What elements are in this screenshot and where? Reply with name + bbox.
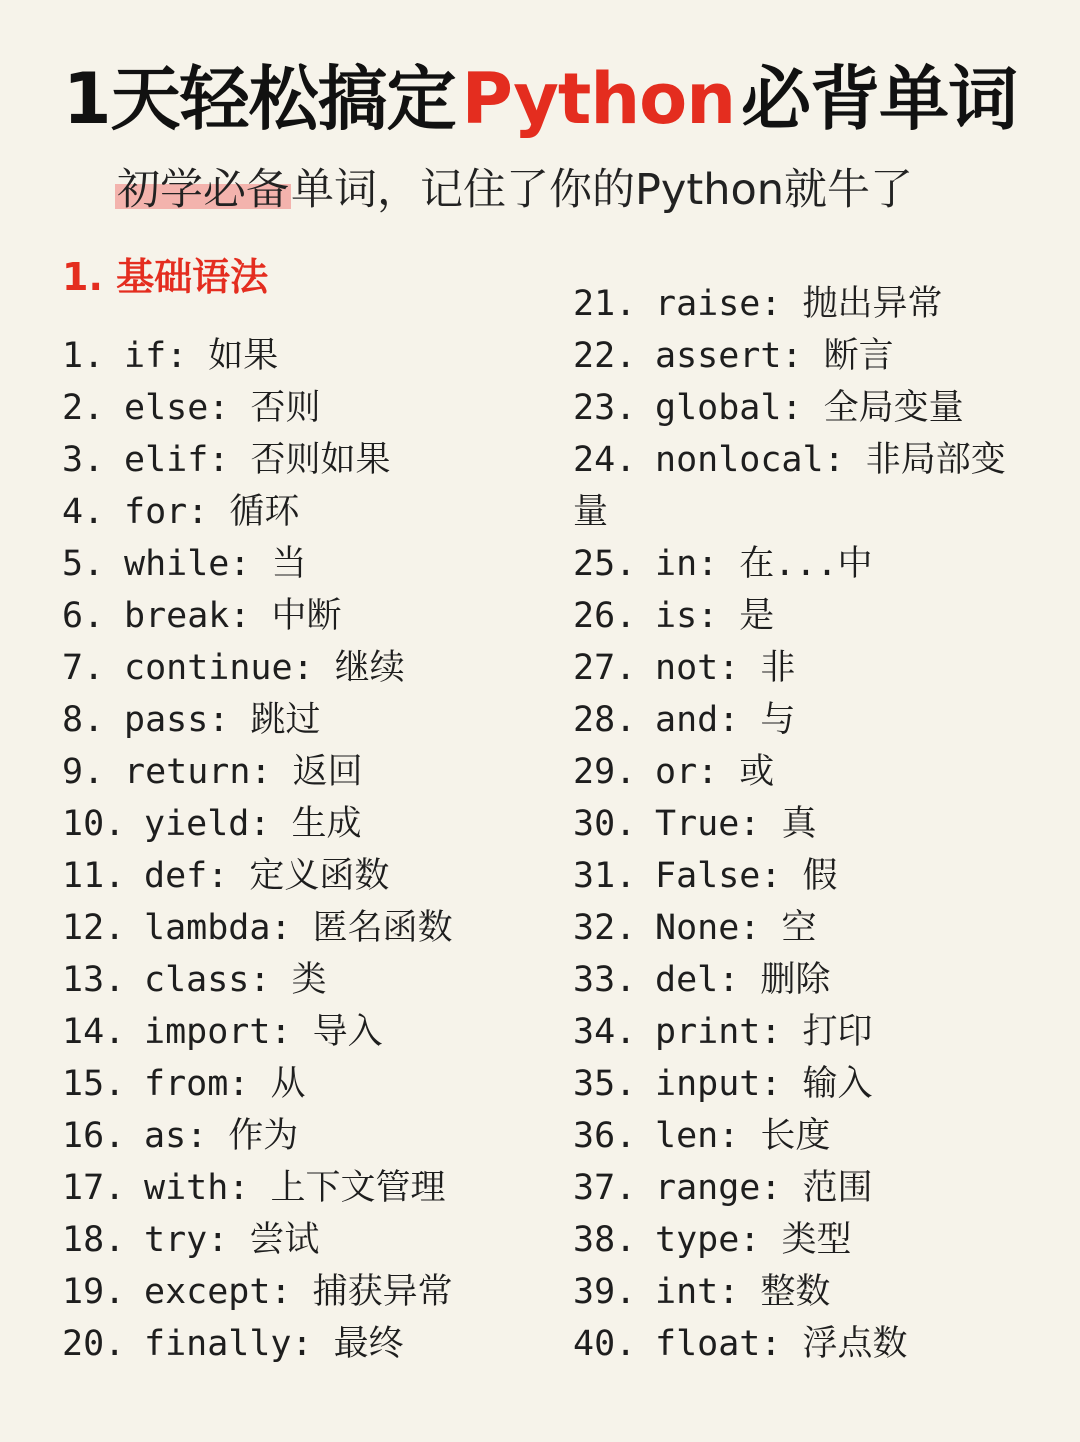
vocabulary-item	[62, 850, 502, 902]
section-title: 1. 基础语法	[62, 255, 269, 299]
item-content	[144, 1162, 502, 1214]
python-keyword: for:	[124, 492, 209, 532]
chinese-meaning: 是	[739, 596, 775, 636]
item-content	[655, 954, 1043, 1006]
item-number: 11.	[62, 856, 126, 896]
vocabulary-item	[573, 746, 1043, 798]
python-keyword: break:	[124, 596, 251, 636]
item-number: 2.	[62, 388, 105, 428]
item-content	[124, 746, 502, 798]
chinese-meaning: 真	[781, 804, 817, 844]
item-content	[655, 1110, 1043, 1162]
python-keyword: import:	[144, 1012, 292, 1052]
chinese-meaning: 抛出异常	[802, 284, 943, 324]
item-number: 25.	[573, 544, 637, 584]
vocabulary-item	[573, 642, 1043, 694]
item-content	[144, 1110, 502, 1162]
python-keyword: from:	[144, 1064, 250, 1104]
python-keyword: and:	[655, 700, 740, 740]
item-number: 5.	[62, 544, 105, 584]
vocabulary-item	[62, 902, 502, 954]
chinese-meaning: 在...中	[739, 544, 873, 584]
vocabulary-item	[62, 798, 502, 850]
item-number: 20.	[62, 1324, 126, 1364]
item-content	[655, 278, 1043, 330]
item-content	[655, 1162, 1043, 1214]
python-keyword: with:	[144, 1168, 250, 1208]
chinese-meaning: 捕获异常	[312, 1272, 453, 1312]
python-keyword: False:	[655, 856, 782, 896]
item-content	[124, 694, 502, 746]
vocabulary-item	[62, 1058, 502, 1110]
python-keyword: else:	[124, 388, 230, 428]
item-number: 36.	[573, 1116, 637, 1156]
item-number: 16.	[62, 1116, 126, 1156]
python-keyword: yield:	[144, 804, 271, 844]
chinese-meaning: 当	[271, 544, 307, 584]
chinese-meaning: 返回	[292, 752, 363, 792]
python-keyword: finally:	[144, 1324, 313, 1364]
python-keyword: try:	[144, 1220, 229, 1260]
vocabulary-item	[573, 278, 1043, 330]
item-number: 32.	[573, 908, 637, 948]
item-content	[144, 954, 502, 1006]
vocabulary-item	[62, 1162, 502, 1214]
item-content	[655, 382, 1043, 434]
item-content	[144, 798, 502, 850]
vocabulary-item	[62, 590, 502, 642]
item-content	[655, 330, 1043, 382]
vocabulary-item	[62, 330, 502, 382]
vocabulary-item	[62, 538, 502, 590]
item-number: 30.	[573, 804, 637, 844]
item-content	[655, 798, 1043, 850]
item-number: 29.	[573, 752, 637, 792]
python-keyword: or:	[655, 752, 719, 792]
item-content	[124, 434, 502, 486]
vocabulary-item	[573, 1006, 1043, 1058]
chinese-meaning: 作为	[228, 1116, 299, 1156]
chinese-meaning: 类	[291, 960, 327, 1000]
right-vocabulary-list	[573, 278, 1043, 1364]
chinese-meaning: 如果	[208, 336, 279, 376]
item-content	[144, 1006, 502, 1058]
vocabulary-item	[62, 1006, 502, 1058]
chinese-meaning: 非局部变	[865, 440, 1006, 480]
python-keyword: is:	[655, 596, 719, 636]
item-content	[144, 1266, 502, 1318]
chinese-meaning: 假	[802, 856, 838, 896]
vocabulary-item	[62, 1318, 502, 1370]
python-keyword: def:	[144, 856, 229, 896]
vocabulary-item	[573, 954, 1043, 1006]
chinese-meaning: 跳过	[250, 700, 321, 740]
vocabulary-item	[62, 382, 502, 434]
python-keyword: global:	[655, 388, 803, 428]
chinese-meaning: 生成	[291, 804, 362, 844]
item-content	[655, 590, 1043, 642]
python-keyword: as:	[144, 1116, 208, 1156]
item-content	[655, 434, 1043, 486]
item-content	[655, 694, 1043, 746]
vocabulary-item	[573, 694, 1043, 746]
chinese-meaning: 非	[760, 648, 796, 688]
vocabulary-item	[573, 798, 1043, 850]
vocabulary-item	[62, 1110, 502, 1162]
item-number: 21.	[573, 284, 637, 324]
vocabulary-item	[573, 1318, 1043, 1370]
item-number: 19.	[62, 1272, 126, 1312]
python-keyword: print:	[655, 1012, 782, 1052]
python-keyword: int:	[655, 1272, 740, 1312]
item-number: 7.	[62, 648, 105, 688]
item-number: 8.	[62, 700, 105, 740]
python-keyword: while:	[124, 544, 251, 584]
title-part-2: 必背单词	[741, 58, 1018, 140]
vocabulary-item	[62, 434, 502, 486]
item-content	[655, 746, 1043, 798]
title-accent: Python	[461, 58, 736, 140]
vocabulary-item	[573, 1162, 1043, 1214]
item-number: 37.	[573, 1168, 637, 1208]
item-number: 13.	[62, 960, 126, 1000]
vocabulary-item	[62, 486, 502, 538]
item-number: 24.	[573, 440, 637, 480]
item-content	[144, 850, 502, 902]
item-24-overflow: 量	[573, 492, 609, 532]
vocabulary-item	[573, 1058, 1043, 1110]
python-keyword: in:	[655, 544, 719, 584]
python-keyword: nonlocal:	[655, 440, 845, 480]
chinese-meaning: 继续	[334, 648, 405, 688]
item-number: 27.	[573, 648, 637, 688]
vocabulary-item	[573, 590, 1043, 642]
python-keyword: class:	[144, 960, 271, 1000]
item-content	[655, 850, 1043, 902]
item-content	[655, 642, 1043, 694]
chinese-meaning: 或	[739, 752, 775, 792]
item-content	[655, 1214, 1043, 1266]
python-keyword: if:	[124, 336, 188, 376]
chinese-meaning: 断言	[823, 336, 894, 376]
chinese-meaning: 与	[760, 700, 796, 740]
item-number: 9.	[62, 752, 105, 792]
python-keyword: lambda:	[144, 908, 292, 948]
chinese-meaning: 上下文管理	[270, 1168, 446, 1208]
subtitle-highlight: 初学必备	[117, 165, 289, 215]
chinese-meaning: 最终	[333, 1324, 404, 1364]
vocabulary-item	[573, 1266, 1043, 1318]
python-keyword: return:	[124, 752, 272, 792]
python-keyword: True:	[655, 804, 761, 844]
title-part-1: 1天轻松搞定	[62, 58, 456, 140]
vocabulary-item	[573, 538, 1043, 590]
page-title	[0, 54, 1080, 144]
subtitle-rest: 单词，记住了你的Python就牛了	[291, 165, 914, 215]
subtitle	[115, 162, 913, 218]
item-content	[144, 1214, 502, 1266]
chinese-meaning: 中断	[271, 596, 342, 636]
item-number: 26.	[573, 596, 637, 636]
item-number: 28.	[573, 700, 637, 740]
python-keyword: del:	[655, 960, 740, 1000]
item-number: 33.	[573, 960, 637, 1000]
item-number: 1.	[62, 336, 105, 376]
chinese-meaning: 否则如果	[250, 440, 391, 480]
vocabulary-item	[573, 1214, 1043, 1266]
item-number: 6.	[62, 596, 105, 636]
python-keyword: float:	[655, 1324, 782, 1364]
chinese-meaning: 匿名函数	[312, 908, 453, 948]
python-keyword: raise:	[655, 284, 782, 324]
item-number: 3.	[62, 440, 105, 480]
python-keyword: len:	[655, 1116, 740, 1156]
python-keyword: pass:	[124, 700, 230, 740]
chinese-meaning: 导入	[312, 1012, 383, 1052]
item-content	[144, 902, 502, 954]
chinese-meaning: 输入	[802, 1064, 873, 1104]
chinese-meaning: 空	[781, 908, 817, 948]
vocabulary-item	[573, 1110, 1043, 1162]
item-number: 15.	[62, 1064, 126, 1104]
vocabulary-item	[62, 746, 502, 798]
python-keyword: assert:	[655, 336, 803, 376]
python-keyword: range:	[655, 1168, 782, 1208]
python-keyword: None:	[655, 908, 761, 948]
vocabulary-item	[573, 850, 1043, 902]
item-number: 31.	[573, 856, 637, 896]
item-number: 35.	[573, 1064, 637, 1104]
python-keyword: input:	[655, 1064, 782, 1104]
chinese-meaning: 打印	[802, 1012, 873, 1052]
item-content	[124, 382, 502, 434]
item-number: 34.	[573, 1012, 637, 1052]
item-content	[124, 642, 502, 694]
chinese-meaning: 全局变量	[823, 388, 964, 428]
item-content	[655, 1058, 1043, 1110]
item-content	[655, 1006, 1043, 1058]
item-content	[655, 1318, 1043, 1370]
python-keyword: type:	[655, 1220, 761, 1260]
chinese-meaning: 定义函数	[249, 856, 390, 896]
python-keyword: not:	[655, 648, 740, 688]
vocabulary-item	[62, 694, 502, 746]
python-keyword: continue:	[124, 648, 314, 688]
python-keyword: except:	[144, 1272, 292, 1312]
item-number: 12.	[62, 908, 126, 948]
chinese-meaning: 长度	[760, 1116, 831, 1156]
chinese-meaning: 尝试	[249, 1220, 320, 1260]
item-content	[144, 1318, 502, 1370]
vocabulary-item	[573, 434, 1043, 486]
vocabulary-item	[573, 330, 1043, 382]
item-content	[124, 486, 502, 538]
vocabulary-item	[573, 902, 1043, 954]
item-content	[124, 590, 502, 642]
chinese-meaning: 整数	[760, 1272, 831, 1312]
item-number: 22.	[573, 336, 637, 376]
item-content	[144, 1058, 502, 1110]
left-vocabulary-list	[62, 330, 502, 1370]
chinese-meaning: 浮点数	[802, 1324, 908, 1364]
vocabulary-item	[62, 642, 502, 694]
item-number: 23.	[573, 388, 637, 428]
item-number: 39.	[573, 1272, 637, 1312]
item-content	[655, 538, 1043, 590]
item-number: 38.	[573, 1220, 637, 1260]
chinese-meaning: 从	[270, 1064, 306, 1104]
item-content	[124, 330, 502, 382]
chinese-meaning: 类型	[781, 1220, 852, 1260]
vocabulary-item	[62, 1266, 502, 1318]
item-content	[655, 902, 1043, 954]
vocabulary-item	[573, 382, 1043, 434]
python-keyword: elif:	[124, 440, 230, 480]
vocabulary-item	[62, 1214, 502, 1266]
item-content	[124, 538, 502, 590]
item-number: 14.	[62, 1012, 126, 1052]
item-number: 17.	[62, 1168, 126, 1208]
chinese-meaning: 删除	[760, 960, 831, 1000]
chinese-meaning: 范围	[802, 1168, 873, 1208]
chinese-meaning: 循环	[229, 492, 300, 532]
item-content	[655, 1266, 1043, 1318]
item-number: 40.	[573, 1324, 637, 1364]
item-number: 4.	[62, 492, 105, 532]
chinese-meaning: 否则	[250, 388, 321, 428]
item-number: 10.	[62, 804, 126, 844]
vocabulary-item	[62, 954, 502, 1006]
item-number: 18.	[62, 1220, 126, 1260]
